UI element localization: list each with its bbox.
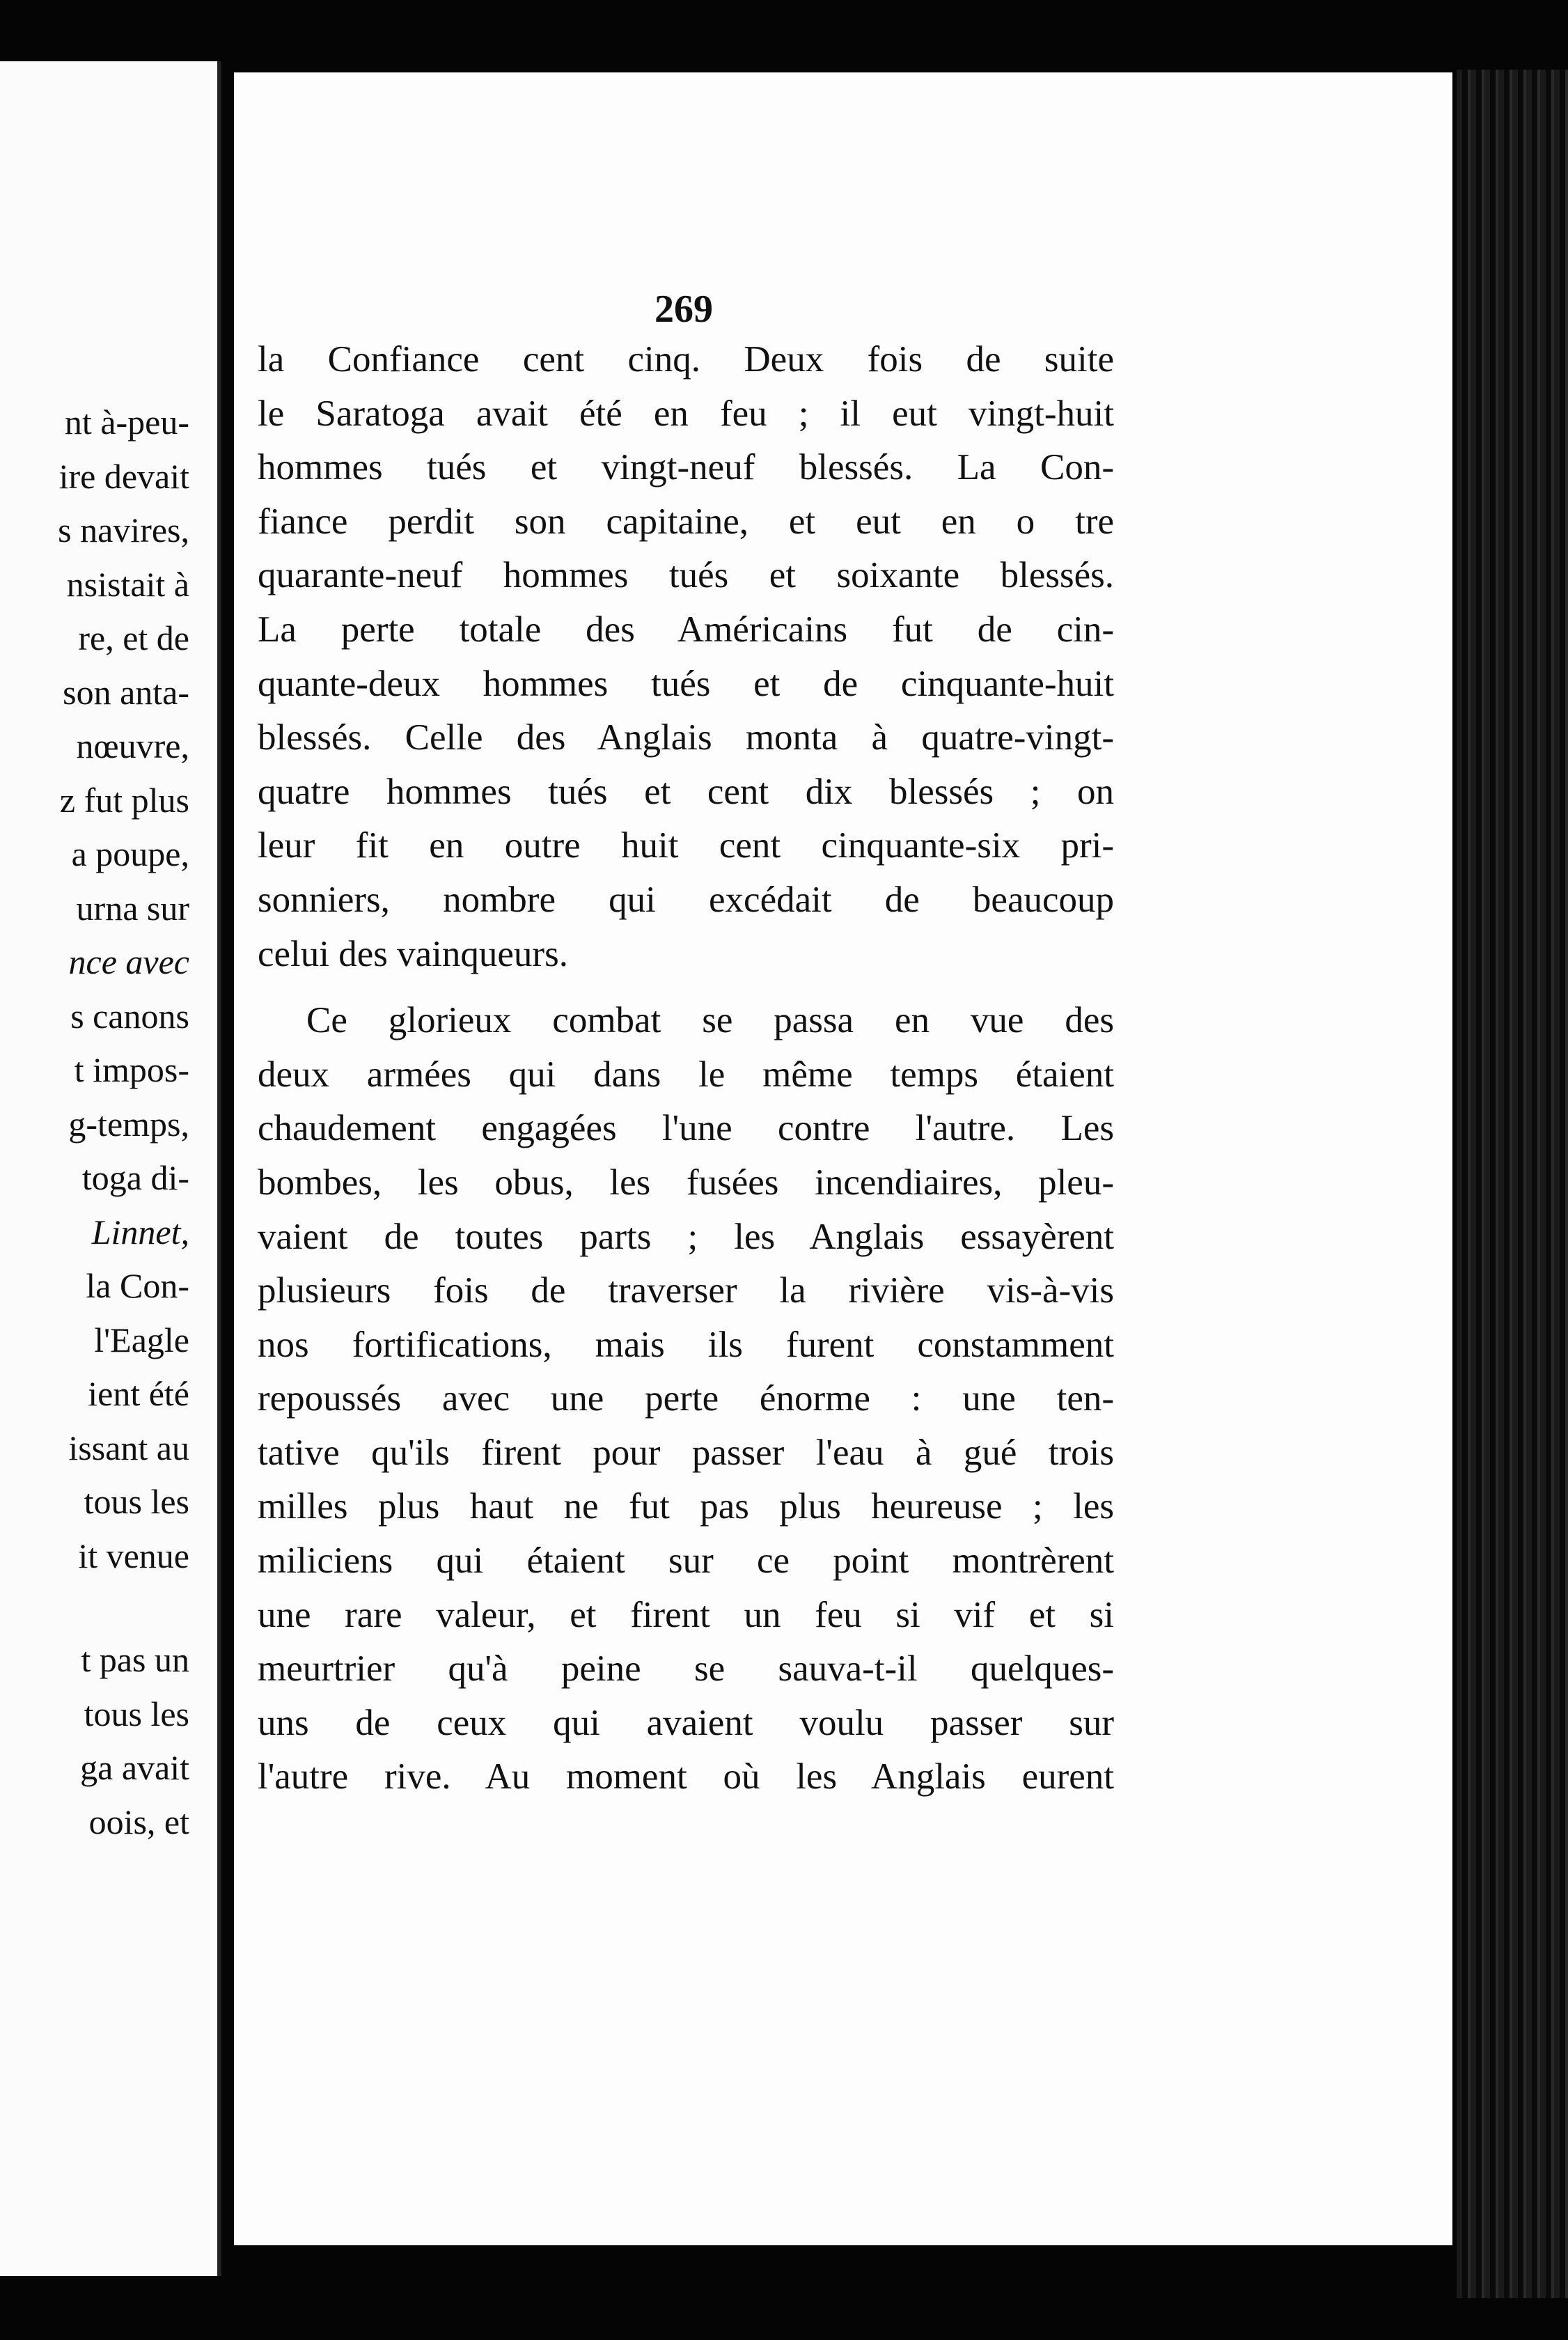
left-line: ire devait: [58, 456, 189, 496]
text-line: plusieurs fois de traverser la rivière vis-à-vis: [258, 1270, 1114, 1311]
left-line: toga di-: [81, 1158, 189, 1197]
left-line: it venue: [78, 1536, 189, 1575]
left-line: la Con-: [86, 1266, 189, 1305]
text-line: milles plus haut ne fut pas plus heureuse ; les: [258, 1486, 1114, 1527]
page-body-text: [258, 333, 1114, 1804]
left-line: s canons: [70, 996, 189, 1036]
text-line: La perte totale des Américains fut de cin-: [258, 609, 1114, 650]
left-line: tous les: [84, 1482, 189, 1521]
left-line: ga avait: [80, 1748, 189, 1787]
left-line: s navires,: [58, 510, 189, 549]
text-line: blessés. Celle des Anglais monta à quatre-vingt-: [258, 717, 1114, 758]
text-line: le Saratoga avait été en feu ; il eut vingt-huit: [258, 393, 1114, 434]
text-line: Ce glorieux combat se passa en vue des: [306, 1000, 1114, 1041]
text-line: nos fortifications, mais ils furent constamment: [258, 1324, 1114, 1365]
left-line: t pas un: [81, 1640, 189, 1679]
left-line: nœuvre,: [76, 726, 189, 765]
text-line: chaudement engagées l'une contre l'autre. Les: [258, 1108, 1114, 1149]
text-line: quante-deux hommes tués et de cinquante-huit: [258, 663, 1114, 704]
left-line: urna sur: [76, 888, 189, 928]
book-edge: [1457, 70, 1568, 2298]
text-line: la Confiance cent cinq. Deux fois de suite: [258, 339, 1114, 380]
text-line: tative qu'ils firent pour passer l'eau à gué trois: [258, 1432, 1114, 1473]
page-number: 269: [654, 288, 713, 331]
text-line: hommes tués et vingt-neuf blessés. La Con-: [258, 447, 1114, 488]
left-line: re, et de: [78, 618, 189, 657]
left-line: nt à-peu-: [64, 403, 189, 442]
paragraph-2: [258, 994, 1114, 1048]
text-line: quarante-neuf hommes tués et soixante blessés.: [258, 555, 1114, 596]
left-line: nsistait à: [66, 564, 189, 604]
left-line: t impos-: [74, 1050, 189, 1089]
text-line: vaient de toutes parts ; les Anglais essayèrent: [258, 1216, 1114, 1257]
text-line: sonniers, nombre qui excédait de beaucoup: [258, 879, 1114, 920]
text-line: repoussés avec une perte énorme : une ten-: [258, 1378, 1114, 1419]
text-line: deux armées qui dans le même temps étaient: [258, 1054, 1114, 1095]
left-line: l'Eagle: [94, 1320, 189, 1359]
left-line: ient été: [88, 1374, 189, 1413]
text-line: bombes, les obus, les fusées incendiaires, pleu-: [258, 1162, 1114, 1203]
paragraph-1: [258, 333, 1114, 981]
left-line: z fut plus: [59, 780, 189, 820]
text-line: leur fit en outre huit cent cinquante-six pri-: [258, 825, 1114, 866]
text-line: meurtrier qu'à peine se sauva-t-il quelques-: [258, 1648, 1114, 1690]
left-line: son anta-: [63, 672, 189, 712]
left-line: a poupe,: [71, 834, 189, 873]
text-line: l'autre rive. Au moment où les Anglais eurent: [258, 1756, 1114, 1797]
left-line: tous les: [84, 1694, 189, 1733]
text-line: celui des vainqueurs.: [258, 933, 568, 974]
left-line: issant au: [68, 1428, 189, 1467]
left-page-text: [0, 396, 189, 1849]
left-line: Linnet,: [91, 1212, 189, 1251]
text-line: fiance perdit son capitaine, et eut en o tre: [258, 501, 1114, 542]
paragraph-2-body: [258, 1048, 1114, 1804]
text-line: quatre hommes tués et cent dix blessés ; on: [258, 771, 1114, 812]
left-line: oois, et: [88, 1802, 189, 1841]
text-line: miliciens qui étaient sur ce point montrèrent: [258, 1540, 1114, 1582]
left-line: g-temps,: [68, 1104, 189, 1144]
text-line: uns de ceux qui avaient voulu passer sur: [258, 1702, 1114, 1743]
left-line: nce avec: [68, 942, 189, 981]
left-facing-page: [0, 61, 221, 2276]
text-line: une rare valeur, et firent un feu si vif et si: [258, 1594, 1114, 1635]
